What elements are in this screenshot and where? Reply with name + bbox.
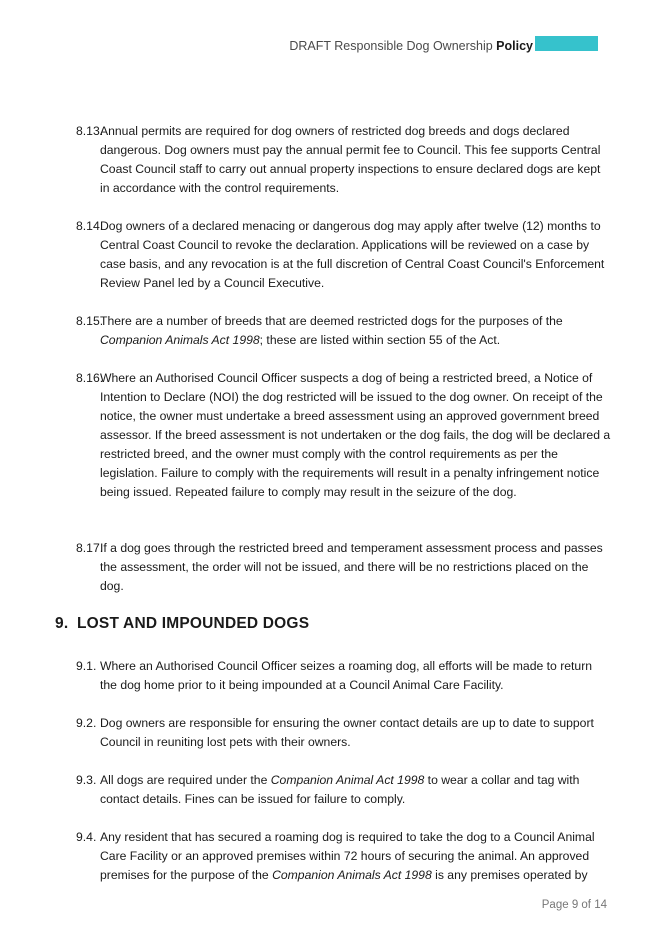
clause-text: Where an Authorised Council Officer suspects a dog of being a restricted breed, a Notice of Intention to Declare (NOI) the dog restricted will be issued to the dog owner. On receipt of the notice, the owner must undertake a breed assessment using an approved government breed assessor. If the breed assessment is not undertaken or the dog fails, the dog will be declared a restricted breed, and the owner must comply with the control requirements as per the legislation. Failure to comply with the requirements will result in a penalty infringement notice being issued. Repeated failure to comply may result in the seizure of the dog. [100,371,611,499]
clause-text: Where an Authorised Council Officer seizes a roaming dog, all efforts will be made to return the dog home prior to it being impounded at a Council Animal Care Facility. [100,659,593,692]
header-accent-bar [535,36,598,51]
section-heading [55,615,309,633]
clause-number: 9.4. [76,830,97,844]
clause-text-after: is any premises operated by [431,868,588,882]
clause-9-1 [76,657,611,695]
clause-8-17 [76,539,611,596]
clause-text-before: There are a number of breeds that are deemed restricted dogs for the purposes of the [100,314,563,328]
clause-text-before: All dogs are required under the [100,773,271,787]
clause-number: 8.13. [76,124,104,138]
clause-number: 8.14. [76,219,104,233]
clause-text-after: to wear a collar and tag with contact details. Fines can be issued for failure to comply. [100,773,580,806]
clause-9-3 [76,771,611,809]
clause-number: 8.15. [76,314,104,328]
page-number: Page 9 of 14 [541,899,607,911]
clause-text [100,312,611,350]
clause-text [100,771,611,809]
clause-text: Annual permits are required for dog owners of restricted dog breeds and dogs declared dangerous. Dog owners must pay the annual permit fee to Council. This fee supports Central Coast Council staff to carry out annual property inspections to ensure declared dogs are kept in accordance with the control requirements. [100,124,601,195]
clause-8-16 [76,369,611,502]
act-title: Companion Animals Act 1998 [100,333,260,347]
act-title: Companion Animals Act 1998 [272,868,432,882]
act-title: Companion Animal Act 1998 [270,773,425,787]
clause-text: If a dog goes through the restricted breed and temperament assessment process and passes the assessment, the order will not be issued, and there will be no restrictions placed on the dog. [100,541,603,593]
clause-8-15 [76,312,611,350]
document-title-prefix: DRAFT Responsible Dog Ownership [289,39,497,53]
clause-number: 9.1. [76,659,97,673]
clause-text [100,828,611,885]
section-title: LOST AND IMPOUNDED DOGS [77,615,310,632]
clause-number: 8.17. [76,541,104,555]
clause-text: Dog owners of a declared menacing or dangerous dog may apply after twelve (12) months to Central Coast Council to revoke the declaration. Applications will be reviewed on a case by case basis, and any revocation is at the full discretion of Central Coast Council's Enforcement Review Panel led by a Council Executive. [100,219,605,290]
clause-text-before: Any resident that has secured a roaming dog is required to take the dog to a Council Animal Care Facility or an approved premises within 72 hours of securing the animal. An approved premises for the purpose of the [100,830,595,882]
section-number: 9. [55,615,69,632]
clause-9-2 [76,714,611,752]
clause-text: Dog owners are responsible for ensuring the owner contact details are up to date to support Council in reuniting lost pets with their owners. [100,716,594,749]
clause-text-after: ; these are listed within section 55 of the Act. [259,333,501,347]
clause-number: 9.2. [76,716,97,730]
clause-number: 9.3. [76,773,97,787]
clause-number: 8.16. [76,371,104,385]
document-title-bold: Policy [496,39,533,53]
document-title [289,39,533,53]
clause-8-13 [76,122,611,198]
clause-9-4 [76,828,611,885]
clause-8-14 [76,217,611,293]
